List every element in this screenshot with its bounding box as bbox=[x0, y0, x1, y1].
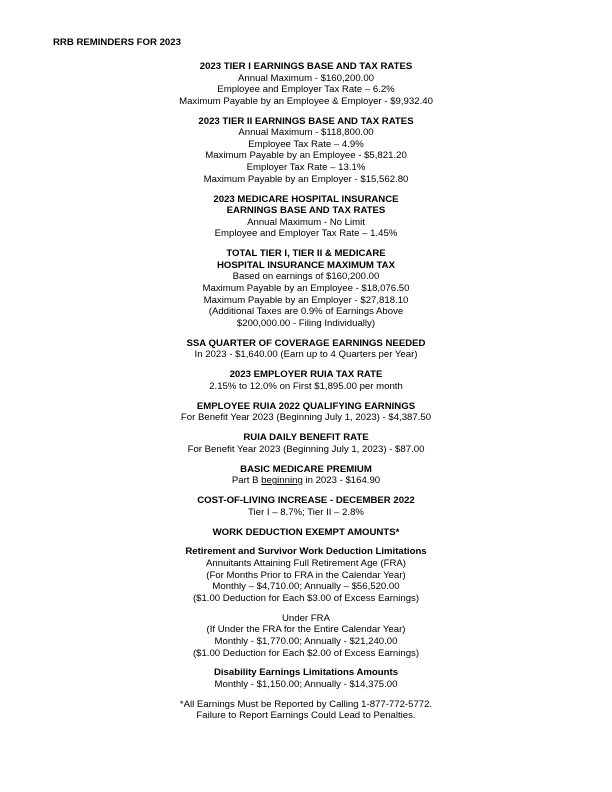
section-line: (Additional Taxes are 0.9% of Earnings Above bbox=[208, 306, 404, 318]
section-ruia-tax-rate bbox=[0, 369, 612, 392]
section-heading: 2023 EMPLOYER RUIA TAX RATE bbox=[229, 369, 383, 381]
section-line: Maximum Payable by an Employee & Employer - $9,932.40 bbox=[179, 95, 433, 107]
footnote-line: *All Earnings Must be Reported by Calling 1-877-772-5772. bbox=[179, 698, 433, 710]
section-ruia-daily bbox=[0, 432, 612, 455]
section-tier-ii bbox=[0, 116, 612, 186]
section-under-fra bbox=[0, 613, 612, 659]
section-medicare-premium bbox=[0, 464, 612, 487]
section-heading: EARNINGS BASE AND TAX RATES bbox=[226, 205, 386, 217]
section-cola bbox=[0, 495, 612, 518]
section-line: ($1.00 Deduction for Each $3.00 of Excess Earnings) bbox=[192, 592, 420, 604]
section-line: For Benefit Year 2023 (Beginning July 1, 2023) - $87.00 bbox=[187, 443, 425, 455]
section-heading: COST-OF-LIVING INCREASE - DECEMBER 2022 bbox=[197, 495, 415, 507]
premium-line-before: Part B bbox=[231, 475, 262, 487]
section-line: Annual Maximum - $118,800.00 bbox=[238, 127, 374, 139]
section-heading: Retirement and Survivor Work Deduction Limitations bbox=[185, 546, 427, 558]
section-line: For Benefit Year 2023 (Beginning July 1, 2023) - $4,387.50 bbox=[180, 412, 432, 424]
section-medicare-hi bbox=[0, 194, 612, 240]
premium-line-underlined: beginning bbox=[261, 475, 303, 487]
section-heading: RUIA DAILY BENEFIT RATE bbox=[243, 432, 369, 444]
section-line: Maximum Payable by an Employee - $18,076.50 bbox=[202, 282, 410, 294]
section-heading: EMPLOYEE RUIA 2022 QUALIFYING EARNINGS bbox=[196, 400, 416, 412]
section-line: Annual Maximum - No Limit bbox=[247, 216, 365, 228]
section-ssa-quarter bbox=[0, 338, 612, 361]
section-line: In 2023 - $1,640.00 (Earn up to 4 Quarters per Year) bbox=[194, 349, 418, 361]
section-line: ($1.00 Deduction for Each $2.00 of Excess Earnings) bbox=[192, 647, 420, 659]
section-line: Maximum Payable by an Employer - $27,818.10 bbox=[203, 294, 409, 306]
footnote-line: Failure to Report Earnings Could Lead to Penalties. bbox=[196, 710, 416, 722]
section-heading: SSA QUARTER OF COVERAGE EARNINGS NEEDED bbox=[186, 337, 426, 349]
section-line: Employee Tax Rate – 4.9% bbox=[248, 138, 364, 150]
section-line: (For Months Prior to FRA in the Calendar Year) bbox=[206, 569, 406, 581]
section-tier-i bbox=[0, 61, 612, 107]
section-heading: TOTAL TIER I, TIER II & MEDICARE bbox=[226, 248, 386, 260]
section-line: Employee and Employer Tax Rate – 6.2% bbox=[217, 84, 395, 96]
section-line: Annual Maximum - $160,200.00 bbox=[238, 72, 374, 84]
section-line: Based on earnings of $160,200.00 bbox=[232, 271, 380, 283]
section-retirement-survivor bbox=[0, 546, 612, 604]
premium-line bbox=[0, 475, 612, 487]
section-heading: BASIC MEDICARE PREMIUM bbox=[240, 463, 372, 475]
section-ruia-qualifying bbox=[0, 401, 612, 424]
section-work-deduction bbox=[0, 527, 612, 539]
page-title: RRB REMINDERS FOR 2023 bbox=[53, 37, 181, 48]
section-line: Under FRA bbox=[282, 612, 330, 624]
section-line: Tier I – 8.7%; Tier II – 2.8% bbox=[248, 506, 364, 518]
section-total-max-tax bbox=[0, 248, 612, 329]
section-line: 2.15% to 12.0% on First $1,895.00 per month bbox=[209, 380, 403, 392]
section-heading: WORK DEDUCTION EXEMPT AMOUNTS* bbox=[212, 526, 400, 538]
premium-line-after: in 2023 - $164.90 bbox=[302, 475, 381, 487]
section-line: $200,000.00 - Filing Individually) bbox=[236, 317, 376, 329]
section-heading: 2023 TIER II EARNINGS BASE AND TAX RATES bbox=[198, 115, 414, 127]
section-line: Employee and Employer Tax Rate – 1.45% bbox=[214, 228, 398, 240]
section-heading: 2023 MEDICARE HOSPITAL INSURANCE bbox=[213, 193, 399, 205]
section-heading: Disability Earnings Limitations Amounts bbox=[213, 667, 399, 679]
section-line: Employer Tax Rate – 13.1% bbox=[246, 162, 366, 174]
section-line: Monthly – $4,710.00; Annually – $56,520.00 bbox=[212, 581, 400, 593]
section-line: Monthly - $1,150.00; Annually - $14,375.00 bbox=[214, 678, 398, 690]
section-heading: 2023 TIER I EARNINGS BASE AND TAX RATES bbox=[199, 61, 413, 72]
section-heading: HOSPITAL INSURANCE MAXIMUM TAX bbox=[216, 259, 396, 271]
section-line: Monthly - $1,770.00; Annually - $21,240.00 bbox=[214, 635, 398, 647]
footnote bbox=[0, 699, 612, 722]
section-disability bbox=[0, 667, 612, 690]
document-body bbox=[0, 61, 612, 730]
section-line: Annuitants Attaining Full Retirement Age (FRA) bbox=[206, 558, 406, 570]
section-line: Maximum Payable by an Employer - $15,562.80 bbox=[203, 173, 409, 185]
section-line: Maximum Payable by an Employee - $5,821.20 bbox=[205, 150, 407, 162]
section-line: (If Under the FRA for the Entire Calendar Year) bbox=[206, 624, 406, 636]
